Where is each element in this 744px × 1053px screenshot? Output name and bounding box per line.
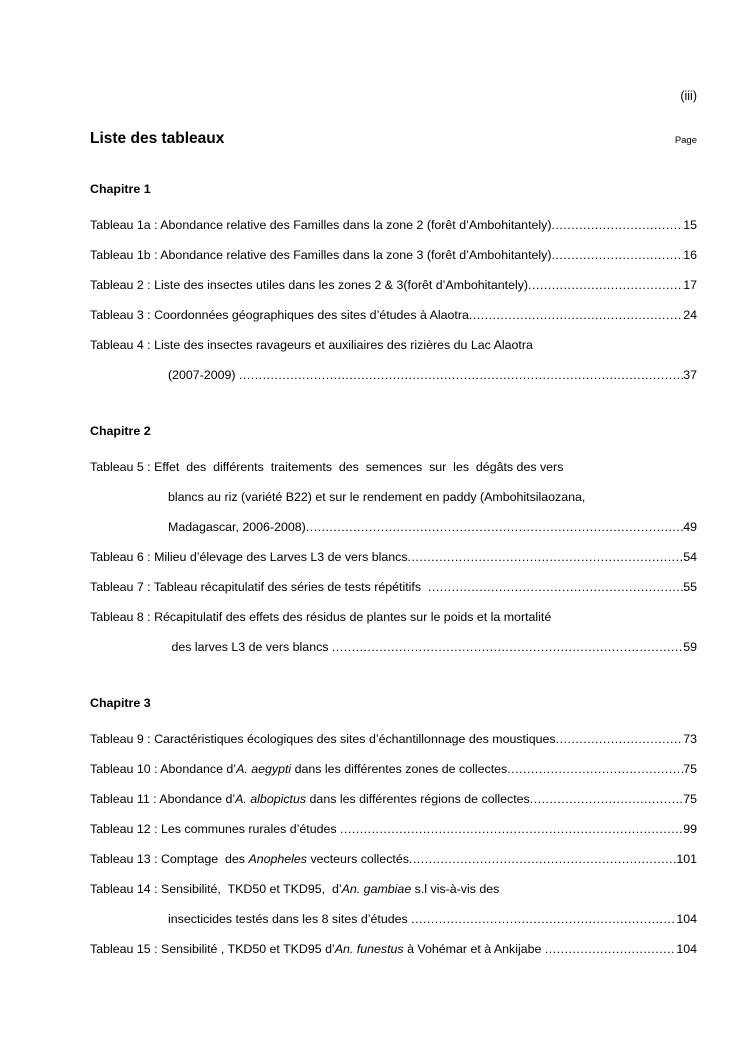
entry-text: Tableau 14 : Sensibilité, TKD50 et TKD95, d’ bbox=[90, 882, 342, 896]
toc-entry bbox=[90, 572, 697, 602]
entry-line bbox=[90, 754, 697, 784]
entry-page-number: 55 bbox=[683, 580, 697, 594]
toc-entry bbox=[90, 452, 697, 542]
chapter-section bbox=[90, 416, 697, 662]
entry-line bbox=[90, 724, 697, 754]
entry-text: Tableau 13 : Comptage des bbox=[90, 852, 249, 866]
entry-page-number: 24 bbox=[683, 308, 697, 322]
entry-text: Tableau 15 : Sensibilité , TKD50 et TKD95 d’ bbox=[90, 942, 335, 956]
entry-text-species: A. albopictus bbox=[235, 792, 307, 806]
toc-entry bbox=[90, 542, 697, 572]
entry-text: (2007-2009) bbox=[168, 368, 239, 382]
dot-leader bbox=[469, 300, 683, 330]
toc-entry bbox=[90, 814, 697, 844]
entry-line bbox=[90, 240, 697, 270]
entry-line bbox=[90, 512, 697, 542]
entry-text: Tableau 12 : Les communes rurales d’études bbox=[90, 822, 341, 836]
toc-entry bbox=[90, 330, 697, 390]
entry-page-number: 75 bbox=[683, 792, 697, 806]
entry-line bbox=[90, 542, 697, 572]
entry-page-number: 49 bbox=[683, 520, 697, 534]
entry-page-number: 104 bbox=[676, 942, 697, 956]
entry-line bbox=[90, 602, 697, 632]
toc-entry bbox=[90, 300, 697, 330]
dot-leader bbox=[528, 270, 683, 300]
toc-entry bbox=[90, 874, 697, 934]
entry-text: Tableau 11 : Abondance d’ bbox=[90, 792, 236, 806]
chapter-section bbox=[90, 688, 697, 964]
chapter-heading: Chapitre 2 bbox=[90, 424, 151, 438]
dot-leader bbox=[332, 632, 683, 662]
toc-entry bbox=[90, 724, 697, 754]
entry-text: Tableau 9 : Caractéristiques écologiques des sites d’échantillonnage des moustiques bbox=[90, 732, 556, 746]
entry-text: Tableau 2 : Liste des insectes utiles dans les zones 2 & 3(forêt d’Ambohitantely) bbox=[90, 278, 529, 292]
page-number: (iii) bbox=[680, 89, 697, 103]
entry-page-number: 99 bbox=[683, 822, 697, 836]
chapter-section bbox=[90, 174, 697, 390]
entry-text-species: A. aegypti bbox=[236, 762, 292, 776]
toc-entry bbox=[90, 270, 697, 300]
entry-text: à Vohémar et à Ankijabe bbox=[403, 942, 545, 956]
entry-line bbox=[90, 270, 697, 300]
entry-page-number: 101 bbox=[676, 852, 697, 866]
entry-text: Tableau 1b : Abondance relative des Familles dans la zone 3 (forêt d’Ambohitantely) bbox=[90, 248, 552, 262]
entry-page-number: 17 bbox=[683, 278, 697, 292]
toc-entry bbox=[90, 602, 697, 662]
page-title: Liste des tableaux bbox=[90, 130, 225, 147]
dot-leader bbox=[411, 904, 676, 934]
entry-text: blancs au riz (variété B22) et sur le rendement en paddy (Ambohitsilaozana, bbox=[168, 490, 586, 504]
entry-line bbox=[90, 330, 697, 360]
entry-text: Tableau 6 : Milieu d’élevage des Larves L3 de vers blancs bbox=[90, 550, 408, 564]
dot-leader bbox=[306, 512, 683, 542]
entry-line bbox=[90, 844, 697, 874]
entry-text-species: An. funestus bbox=[334, 942, 404, 956]
chapter-entries bbox=[90, 210, 697, 390]
entry-page-number: 104 bbox=[676, 912, 697, 926]
entry-line bbox=[90, 934, 697, 964]
entry-page-number: 75 bbox=[683, 762, 697, 776]
entry-line bbox=[90, 814, 697, 844]
toc-entry bbox=[90, 934, 697, 964]
entry-text-species: Anopheles bbox=[248, 852, 307, 866]
toc-entry bbox=[90, 210, 697, 240]
list-header bbox=[90, 130, 697, 148]
entry-text: des larves L3 de vers blancs bbox=[168, 640, 332, 654]
entry-text: Madagascar, 2006-2008) bbox=[168, 520, 306, 534]
toc-entry bbox=[90, 754, 697, 784]
toc-entry bbox=[90, 240, 697, 270]
dot-leader bbox=[428, 572, 683, 602]
entry-line bbox=[90, 360, 697, 390]
entry-text-species: An. gambiae bbox=[341, 882, 412, 896]
entry-text: Tableau 3 : Coordonnées géographiques des sites d’études à Alaotra bbox=[90, 308, 469, 322]
chapter-entries bbox=[90, 724, 697, 964]
dot-leader bbox=[340, 814, 683, 844]
entry-text: Tableau 1a : Abondance relative des Familles dans la zone 2 (forêt d’Ambohitantely) bbox=[90, 218, 552, 232]
entry-page-number: 59 bbox=[683, 640, 697, 654]
dot-leader bbox=[545, 934, 676, 964]
dot-leader bbox=[551, 240, 683, 270]
entry-page-number: 54 bbox=[683, 550, 697, 564]
entry-text: insecticides testés dans les 8 sites d’études bbox=[168, 912, 412, 926]
dot-leader bbox=[409, 844, 676, 874]
entry-text: dans les différentes zones de collectes bbox=[291, 762, 508, 776]
entry-page-number: 15 bbox=[683, 218, 697, 232]
entry-page-number: 16 bbox=[683, 248, 697, 262]
entry-line bbox=[90, 632, 697, 662]
toc-entry bbox=[90, 784, 697, 814]
dot-leader bbox=[408, 542, 684, 572]
entry-line bbox=[90, 784, 697, 814]
toc-entry bbox=[90, 844, 697, 874]
entry-text: Tableau 5 : Effet des différents traitements des semences sur les dégâts des vers bbox=[90, 460, 564, 474]
entry-text: vecteurs collectés bbox=[307, 852, 409, 866]
entry-line bbox=[90, 572, 697, 602]
entry-text: dans les différentes régions de collectes bbox=[306, 792, 530, 806]
entry-text: s.l vis-à-vis des bbox=[411, 882, 500, 896]
dot-leader bbox=[556, 724, 684, 754]
chapter-heading: Chapitre 1 bbox=[90, 182, 151, 196]
entry-page-number: 37 bbox=[683, 368, 697, 382]
table-of-tables bbox=[90, 174, 697, 964]
dot-leader bbox=[239, 360, 683, 390]
entry-text: Tableau 10 : Abondance d’ bbox=[90, 762, 237, 776]
entry-text: Tableau 4 : Liste des insectes ravageurs et auxiliaires des rizières du Lac Alaotra bbox=[90, 338, 533, 352]
dot-leader bbox=[551, 210, 683, 240]
chapter-heading: Chapitre 3 bbox=[90, 696, 151, 710]
dot-leader bbox=[507, 754, 683, 784]
entry-line bbox=[90, 210, 697, 240]
entry-line bbox=[90, 904, 697, 934]
entry-text: Tableau 8 : Récapitulatif des effets des résidus de plantes sur le poids et la mortalité bbox=[90, 610, 552, 624]
entry-line bbox=[90, 452, 697, 482]
page-column-label: Page bbox=[674, 135, 697, 146]
entry-line bbox=[90, 300, 697, 330]
entry-line bbox=[90, 482, 697, 512]
chapter-entries bbox=[90, 452, 697, 662]
entry-text: Tableau 7 : Tableau récapitulatif des séries de tests répétitifs bbox=[90, 580, 428, 594]
dot-leader bbox=[530, 784, 683, 814]
entry-page-number: 73 bbox=[683, 732, 697, 746]
entry-line bbox=[90, 874, 697, 904]
